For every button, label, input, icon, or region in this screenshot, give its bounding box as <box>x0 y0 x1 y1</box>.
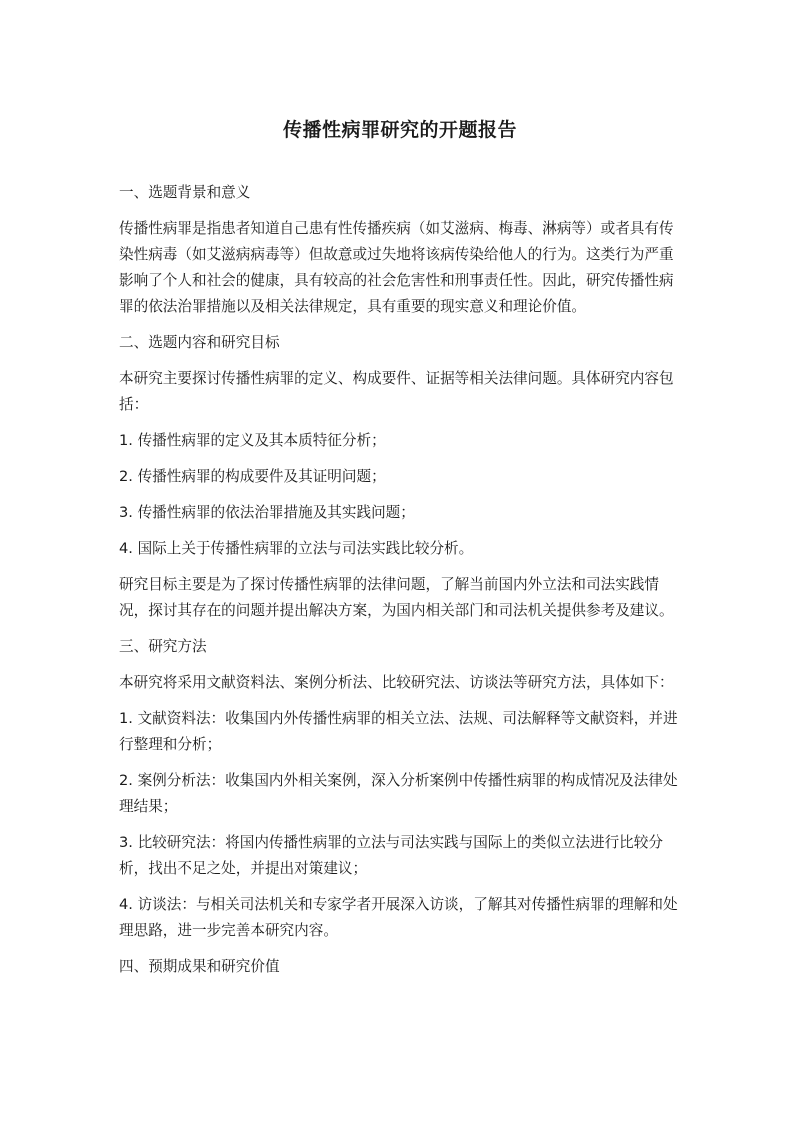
section-3-item-1: 1. 文献资料法：收集国内外传播性病罪的相关立法、法规、司法解释等文献资料，并进行整理和分析； <box>119 710 678 753</box>
section-3-item-3: 3. 比较研究法：将国内传播性病罪的立法与司法实践与国际上的类似立法进行比较分析，找出不足之处，并提出对策建议； <box>119 834 663 877</box>
section-2-goal: 研究目标主要是为了探讨传播性病罪的法律问题，了解当前国内外立法和司法实践情况，探讨其存在的问题并提出解决方案，为国内相关部门和司法机关提供参考及建议。 <box>119 576 674 619</box>
document-body <box>119 180 684 980</box>
page-title: 传播性病罪研究的开题报告 <box>282 119 517 141</box>
section-heading-3: 三、研究方法 <box>119 638 207 655</box>
section-3-item-2: 2. 案例分析法：收集国内外相关案例，深入分析案例中传播性病罪的构成情况及法律处理结果； <box>119 772 678 815</box>
section-3-intro: 本研究将采用文献资料法、案例分析法、比较研究法、访谈法等研究方法，具体如下： <box>119 674 674 691</box>
section-2-item-3: 3. 传播性病罪的依法治罪措施及其实践问题； <box>119 504 415 521</box>
section-2-item-1: 1. 传播性病罪的定义及其本质特征分析； <box>119 432 386 449</box>
section-1-paragraph: 传播性病罪是指患者知道自己患有性传播疾病（如艾滋病、梅毒、淋病等）或者具有传染性病毒（如艾滋病病毒等）但故意或过失地将该病传染给他人的行为。这类行为严重影响了个人和社会的健康，具有较高的社会危害性和刑事责任性。因此，研究传播性病罪的依法治罪措施以及相关法律规定，具有重要的现实意义和理论价值。 <box>119 220 674 315</box>
section-3-item-4: 4. 访谈法：与相关司法机关和专家学者开展深入访谈，了解其对传播性病罪的理解和处理思路，进一步完善本研究内容。 <box>119 896 678 939</box>
section-heading-4: 四、预期成果和研究价值 <box>119 958 280 975</box>
section-heading-1: 一、选题背景和意义 <box>119 184 251 201</box>
section-2-intro: 本研究主要探讨传播性病罪的定义、构成要件、证据等相关法律问题。具体研究内容包括： <box>119 370 674 413</box>
section-heading-2: 二、选题内容和研究目标 <box>119 334 280 351</box>
section-2-item-2: 2. 传播性病罪的构成要件及其证明问题； <box>119 468 386 485</box>
section-2-item-4: 4. 国际上关于传播性病罪的立法与司法实践比较分析。 <box>119 540 474 557</box>
